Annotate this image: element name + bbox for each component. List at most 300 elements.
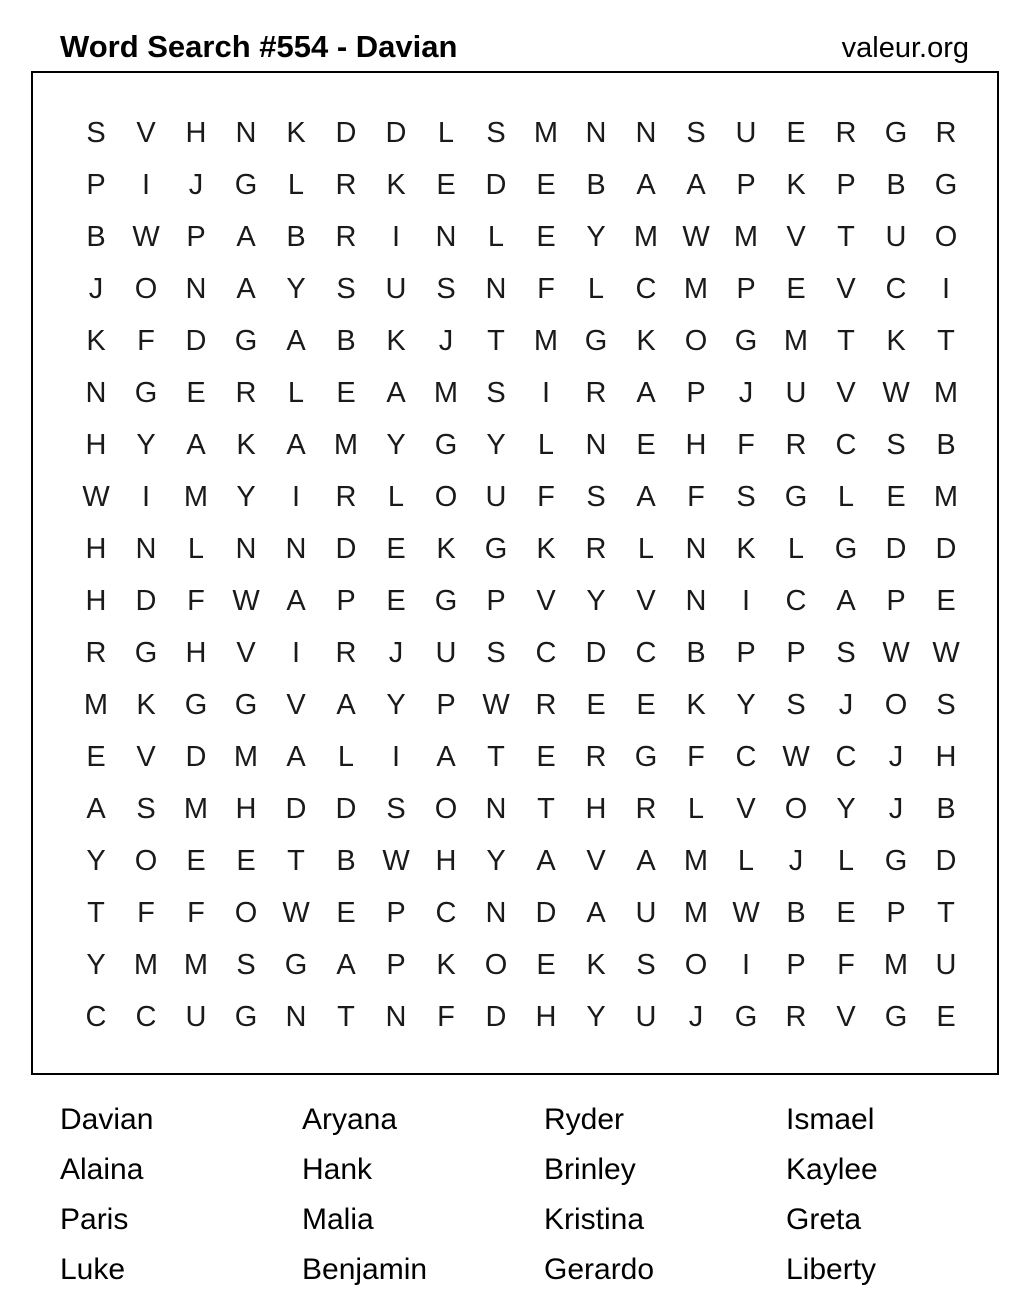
grid-letter: L (687, 793, 705, 825)
grid-letter: N (285, 1001, 307, 1033)
grid-letter: L (587, 273, 605, 305)
word-list-item: Greta (786, 1203, 862, 1236)
grid-letter: A (586, 897, 606, 929)
grid-letter: W (682, 221, 710, 253)
grid-letter: Y (586, 221, 606, 253)
grid-letter: U (935, 949, 957, 981)
grid-letter: A (336, 949, 356, 981)
grid-letter: H (535, 1001, 557, 1033)
grid-letter: P (386, 949, 406, 981)
grid-letter: E (86, 741, 106, 773)
grid-letter: M (883, 949, 909, 981)
grid-letter: V (236, 637, 256, 669)
grid-letter: C (835, 741, 857, 773)
grid-letter: D (335, 117, 357, 149)
puzzle-frame (31, 71, 999, 1075)
grid-letter: G (634, 741, 658, 773)
grid-letter: D (935, 533, 957, 565)
grid-letter: G (834, 533, 858, 565)
grid-letter: Y (836, 793, 856, 825)
grid-letter: M (733, 221, 759, 253)
grid-letter: S (386, 793, 406, 825)
grid-letter: G (434, 585, 458, 617)
grid-letter: M (533, 117, 559, 149)
grid-letter: L (637, 533, 655, 565)
grid-letter: G (234, 169, 258, 201)
grid-letter: G (734, 325, 758, 357)
grid-letter: P (886, 585, 906, 617)
grid-letter: A (636, 377, 656, 409)
grid-letter: R (585, 741, 607, 773)
grid-letter: A (236, 221, 256, 253)
grid-letter: M (683, 273, 709, 305)
grid-letter: A (436, 741, 456, 773)
grid-letter: K (436, 533, 456, 565)
grid-letter: B (886, 169, 906, 201)
grid-letter: T (837, 325, 855, 357)
grid-letter: R (635, 793, 657, 825)
grid-letter: N (285, 533, 307, 565)
grid-letter: J (688, 1001, 704, 1033)
grid-letter: V (786, 221, 806, 253)
grid-letter: M (183, 949, 209, 981)
grid-letter: R (585, 533, 607, 565)
grid-letter: K (386, 325, 406, 357)
grid-letter: E (186, 845, 206, 877)
grid-letter: K (686, 689, 706, 721)
grid-letter: S (486, 637, 506, 669)
grid-letter: K (136, 689, 156, 721)
word-list-item: Benjamin (302, 1253, 428, 1286)
grid-letter: R (85, 637, 107, 669)
grid-letter: A (336, 689, 356, 721)
grid-letter: O (434, 481, 458, 513)
grid-letter: D (185, 325, 207, 357)
grid-letter: W (482, 689, 510, 721)
grid-letter: L (437, 117, 455, 149)
word-list-item: Alaina (60, 1153, 144, 1186)
grid-letter: F (187, 585, 205, 617)
grid-letter: W (82, 481, 110, 513)
grid-letter: F (837, 949, 855, 981)
grid-letter: E (636, 689, 656, 721)
grid-letter: O (134, 845, 158, 877)
grid-letter: Y (386, 689, 406, 721)
grid-letter: V (586, 845, 606, 877)
grid-letter: A (286, 429, 306, 461)
grid-letter: D (385, 117, 407, 149)
grid-letter: G (184, 689, 208, 721)
grid-letter: S (686, 117, 706, 149)
grid-letter: R (335, 481, 357, 513)
grid-letter: F (137, 897, 155, 929)
grid-letter: N (635, 117, 657, 149)
grid-letter: S (486, 117, 506, 149)
grid-letter: J (438, 325, 454, 357)
grid-letter: Y (736, 689, 756, 721)
site-name: valeur.org (841, 32, 969, 64)
grid-letter: V (136, 741, 156, 773)
grid-letter: I (741, 949, 751, 981)
grid-letter: M (183, 481, 209, 513)
grid-letter: B (936, 793, 956, 825)
grid-letter: I (391, 741, 401, 773)
grid-letter: G (584, 325, 608, 357)
grid-letter: A (386, 377, 406, 409)
grid-letter: R (335, 221, 357, 253)
grid-letter: B (336, 325, 356, 357)
grid-letter: P (686, 377, 706, 409)
grid-letter: L (337, 741, 355, 773)
grid-letter: G (884, 845, 908, 877)
grid-letter: S (936, 689, 956, 721)
grid-letter: E (586, 689, 606, 721)
grid-letter: Y (586, 585, 606, 617)
grid-letter: J (738, 377, 754, 409)
grid-letter: P (86, 169, 106, 201)
grid-letter: U (785, 377, 807, 409)
grid-letter: V (136, 117, 156, 149)
grid-letter: H (85, 533, 107, 565)
grid-letter: Y (236, 481, 256, 513)
grid-letter: S (86, 117, 106, 149)
grid-letter: F (537, 481, 555, 513)
grid-letter: C (735, 741, 757, 773)
grid-letter: V (536, 585, 556, 617)
grid-letter: M (83, 689, 109, 721)
grid-letter: N (485, 273, 507, 305)
grid-letter: H (235, 793, 257, 825)
grid-letter: E (336, 377, 356, 409)
grid-letter: H (685, 429, 707, 461)
grid-letter: S (436, 273, 456, 305)
grid-letter: J (788, 845, 804, 877)
page-title: Word Search #554 - Davian (60, 29, 458, 64)
grid-letter: V (836, 377, 856, 409)
grid-letter: O (484, 949, 508, 981)
grid-letter: N (485, 793, 507, 825)
grid-letter: F (737, 429, 755, 461)
grid-letter: A (636, 169, 656, 201)
grid-letter: W (882, 377, 910, 409)
grid-letter: K (86, 325, 106, 357)
grid-letter: U (885, 221, 907, 253)
word-list-item: Aryana (302, 1103, 398, 1136)
grid-letter: G (134, 377, 158, 409)
grid-letter: B (286, 221, 306, 253)
grid-letter: E (386, 585, 406, 617)
grid-letter: E (436, 169, 456, 201)
grid-letter: O (934, 221, 958, 253)
grid-letter: C (785, 585, 807, 617)
grid-letter: F (537, 273, 555, 305)
grid-letter: I (141, 481, 151, 513)
grid-letter: A (286, 325, 306, 357)
grid-letter: B (586, 169, 606, 201)
grid-letter: H (185, 117, 207, 149)
grid-letter: Y (486, 429, 506, 461)
grid-letter: T (487, 741, 505, 773)
grid-letter: E (786, 117, 806, 149)
grid-letter: L (287, 377, 305, 409)
grid-letter: Y (86, 845, 106, 877)
grid-letter: K (286, 117, 306, 149)
grid-letter: K (386, 169, 406, 201)
grid-letter: D (485, 169, 507, 201)
grid-letter: M (683, 897, 709, 929)
grid-letter: V (636, 585, 656, 617)
grid-letter: G (884, 117, 908, 149)
grid-letter: E (836, 897, 856, 929)
grid-letter: O (434, 793, 458, 825)
grid-letter: R (535, 689, 557, 721)
grid-letter: Y (386, 429, 406, 461)
grid-letter: A (636, 845, 656, 877)
grid-letter: J (388, 637, 404, 669)
grid-letter: A (236, 273, 256, 305)
word-list-item: Davian (60, 1103, 154, 1136)
grid-letter: J (188, 169, 204, 201)
grid-letter: B (686, 637, 706, 669)
grid-letter: C (535, 637, 557, 669)
grid-letter: E (236, 845, 256, 877)
grid-letter: K (786, 169, 806, 201)
grid-letter: P (786, 949, 806, 981)
grid-letter: N (135, 533, 157, 565)
grid-letter: I (291, 481, 301, 513)
grid-letter: T (337, 1001, 355, 1033)
grid-letter: M (933, 377, 959, 409)
grid-letter: R (785, 1001, 807, 1033)
grid-letter: Y (586, 1001, 606, 1033)
word-list-item: Liberty (786, 1253, 877, 1286)
grid-letter: F (687, 741, 705, 773)
grid-letter: C (835, 429, 857, 461)
grid-letter: Y (486, 845, 506, 877)
grid-letter: E (536, 741, 556, 773)
grid-letter: E (936, 1001, 956, 1033)
grid-letter: D (185, 741, 207, 773)
grid-letter: S (486, 377, 506, 409)
grid-letter: D (485, 1001, 507, 1033)
grid-letter: Y (136, 429, 156, 461)
grid-letter: L (287, 169, 305, 201)
grid-letter: M (933, 481, 959, 513)
grid-letter: N (435, 221, 457, 253)
grid-letter: Y (86, 949, 106, 981)
grid-letter: T (937, 897, 955, 929)
word-list-item: Kristina (544, 1203, 645, 1236)
grid-letter: P (736, 637, 756, 669)
grid-letter: S (886, 429, 906, 461)
grid-letter: I (391, 221, 401, 253)
grid-letter: G (234, 689, 258, 721)
grid-letter: H (935, 741, 957, 773)
grid-letter: K (586, 949, 606, 981)
grid-letter: S (136, 793, 156, 825)
grid-letter: P (486, 585, 506, 617)
grid-letter: F (187, 897, 205, 929)
grid-letter: P (186, 221, 206, 253)
grid-letter: H (185, 637, 207, 669)
grid-letter: F (137, 325, 155, 357)
grid-letter: T (837, 221, 855, 253)
word-list-item: Ryder (544, 1103, 625, 1136)
grid-letter: D (935, 845, 957, 877)
grid-letter: N (685, 533, 707, 565)
grid-letter: R (585, 377, 607, 409)
word-list-item: Malia (302, 1203, 374, 1236)
grid-letter: G (234, 1001, 258, 1033)
grid-letter: L (737, 845, 755, 877)
grid-letter: G (884, 1001, 908, 1033)
grid-letter: E (536, 949, 556, 981)
grid-letter: G (434, 429, 458, 461)
grid-letter: E (536, 221, 556, 253)
grid-letter: S (586, 481, 606, 513)
grid-letter: H (85, 585, 107, 617)
grid-letter: U (485, 481, 507, 513)
grid-letter: N (185, 273, 207, 305)
word-list-item: Hank (302, 1153, 373, 1186)
grid-letter: U (185, 1001, 207, 1033)
grid-letter: C (635, 637, 657, 669)
word-list-item: Brinley (544, 1153, 636, 1186)
grid-letter: E (636, 429, 656, 461)
grid-letter: H (85, 429, 107, 461)
grid-letter: K (236, 429, 256, 461)
grid-letter: B (786, 897, 806, 929)
grid-letter: O (134, 273, 158, 305)
grid-letter: E (186, 377, 206, 409)
grid-letter: U (635, 897, 657, 929)
grid-letter: C (85, 1001, 107, 1033)
grid-letter: D (535, 897, 557, 929)
grid-letter: K (536, 533, 556, 565)
grid-letter: S (636, 949, 656, 981)
grid-letter: A (686, 169, 706, 201)
grid-letter: M (133, 949, 159, 981)
grid-letter: G (234, 325, 258, 357)
grid-letter: S (786, 689, 806, 721)
grid-letter: R (835, 117, 857, 149)
grid-letter: P (786, 637, 806, 669)
grid-letter: E (336, 897, 356, 929)
grid-letter: J (888, 793, 904, 825)
grid-letter: M (183, 793, 209, 825)
grid-letter: I (941, 273, 951, 305)
grid-letter: P (886, 897, 906, 929)
grid-letter: A (536, 845, 556, 877)
grid-letter: M (683, 845, 709, 877)
grid-letter: W (882, 637, 910, 669)
grid-letter: W (932, 637, 960, 669)
letter-grid (71, 107, 971, 1043)
grid-letter: T (537, 793, 555, 825)
grid-letter: T (937, 325, 955, 357)
grid-letter: R (235, 377, 257, 409)
grid-letter: P (836, 169, 856, 201)
grid-letter: D (285, 793, 307, 825)
grid-letter: H (585, 793, 607, 825)
grid-letter: N (585, 429, 607, 461)
grid-letter: N (585, 117, 607, 149)
grid-letter: U (435, 637, 457, 669)
grid-letter: R (335, 637, 357, 669)
grid-letter: D (135, 585, 157, 617)
grid-letter: M (333, 429, 359, 461)
grid-letter: U (635, 1001, 657, 1033)
grid-letter: M (233, 741, 259, 773)
grid-letter: N (385, 1001, 407, 1033)
grid-letter: O (884, 689, 908, 721)
grid-letter: S (736, 481, 756, 513)
grid-letter: B (336, 845, 356, 877)
grid-letter: B (86, 221, 106, 253)
grid-letter: G (134, 637, 158, 669)
grid-letter: W (132, 221, 160, 253)
grid-letter: I (741, 585, 751, 617)
grid-letter: W (382, 845, 410, 877)
word-list-item: Kaylee (786, 1153, 878, 1186)
word-list-item: Luke (60, 1253, 126, 1286)
word-list-item: Paris (60, 1203, 129, 1236)
grid-letter: G (484, 533, 508, 565)
grid-letter: G (734, 1001, 758, 1033)
grid-letter: L (387, 481, 405, 513)
grid-letter: B (936, 429, 956, 461)
grid-letter: D (585, 637, 607, 669)
grid-letter: E (786, 273, 806, 305)
grid-letter: C (435, 897, 457, 929)
grid-letter: F (437, 1001, 455, 1033)
grid-letter: D (885, 533, 907, 565)
grid-letter: P (436, 689, 456, 721)
grid-letter: O (234, 897, 258, 929)
grid-letter: N (235, 533, 257, 565)
grid-letter: C (635, 273, 657, 305)
grid-letter: I (291, 637, 301, 669)
grid-letter: N (85, 377, 107, 409)
grid-letter: V (836, 273, 856, 305)
grid-letter: D (335, 793, 357, 825)
grid-letter: U (385, 273, 407, 305)
word-list (60, 1095, 1028, 1295)
grid-letter: I (141, 169, 151, 201)
grid-letter: G (284, 949, 308, 981)
grid-letter: C (885, 273, 907, 305)
grid-letter: T (287, 845, 305, 877)
grid-letter: G (784, 481, 808, 513)
grid-letter: M (433, 377, 459, 409)
grid-letter: G (934, 169, 958, 201)
grid-letter: J (888, 741, 904, 773)
grid-letter: D (335, 533, 357, 565)
grid-letter: K (886, 325, 906, 357)
grid-letter: A (836, 585, 856, 617)
grid-letter: K (636, 325, 656, 357)
grid-letter: M (783, 325, 809, 357)
grid-letter: A (286, 741, 306, 773)
grid-letter: J (88, 273, 104, 305)
grid-letter: O (684, 325, 708, 357)
grid-letter: W (782, 741, 810, 773)
grid-letter: R (335, 169, 357, 201)
grid-letter: N (485, 897, 507, 929)
grid-letter: A (86, 793, 106, 825)
grid-letter: I (541, 377, 551, 409)
grid-letter: O (684, 949, 708, 981)
